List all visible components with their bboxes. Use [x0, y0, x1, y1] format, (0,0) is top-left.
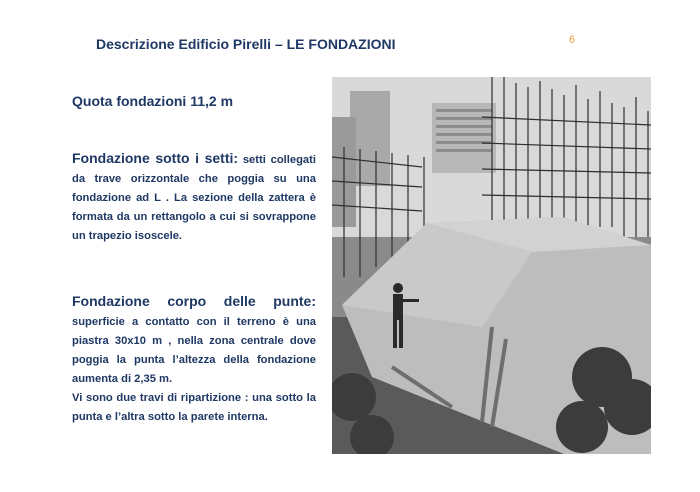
- slide-title: Descrizione Edificio Pirelli – LE FONDAZIONI: [96, 36, 396, 52]
- quota-heading: Quota fondazioni 11,2 m: [72, 93, 234, 109]
- travi-text: Vi sono due travi di ripartizione : una sotto la punta e l’altra sotto la parete interna.: [72, 392, 316, 423]
- punte-lead: Fondazione corpo delle punte:: [72, 293, 316, 309]
- setti-paragraph: [72, 149, 316, 246]
- setti-lead: Fondazione sotto i setti:: [72, 150, 239, 166]
- punte-paragraph: [72, 292, 316, 427]
- page-number: 6: [569, 34, 576, 46]
- punte-body: superficie a contatto con il terreno è una piastra 30x10 m , nella zona centrale dove poggia la punta l’altezza della fondazione aumenta di 2,35 m.: [72, 316, 316, 385]
- setti-body: setti collegati da trave orizzontale che poggia su una fondazione ad L . La sezione della zattera è formata da un rettangolo a cui si sovrappone un trapezio isoscele.: [72, 154, 316, 242]
- construction-photo: [332, 77, 651, 454]
